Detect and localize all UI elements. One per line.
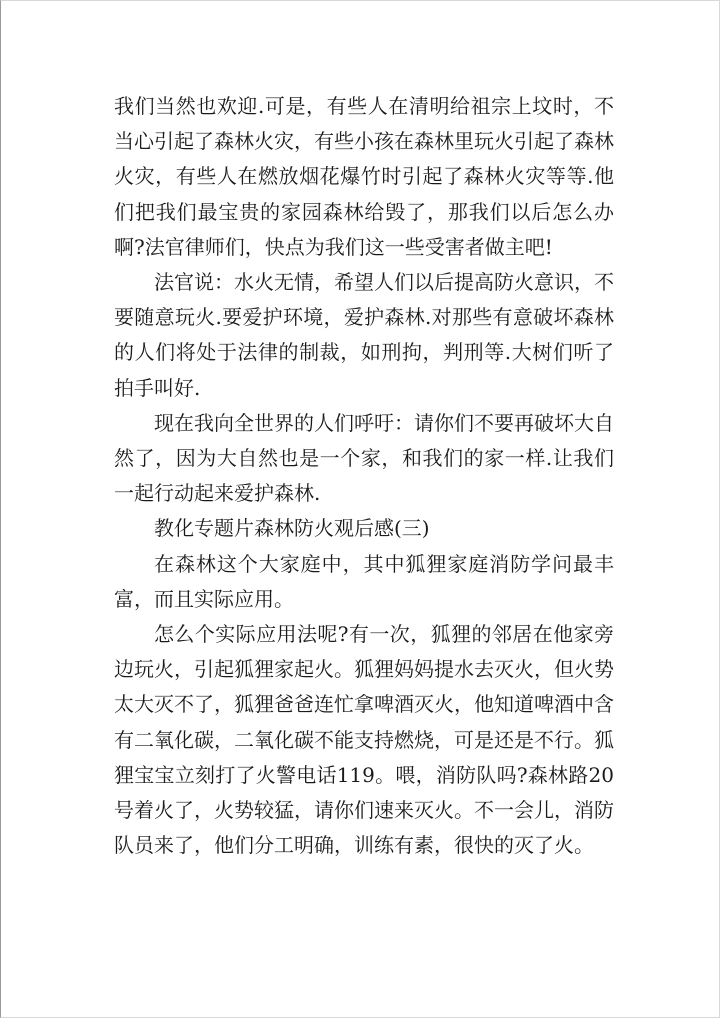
paragraph-continued: 我们当然也欢迎.可是，有些人在清明给祖宗上坟时，不当心引起了森林火灾，有些小孩在森林里玩火引起了森林火灾，有些人在燃放烟花爆竹时引起了森林火灾等等.他们把我们最宝贵的家园森林给毁了，那我们以后怎么办啊?法官律师们，快点为我们这一些受害者做主吧! [114,94,614,259]
document-body [114,89,614,863]
paragraph-judge-statement: 法官说：水火无情，希望人们以后提高防火意识，不要随意玩火.要爱护环境，爱护森林.对那些有意破坏森林的人们将处于法律的制裁，如刑拘，判刑等.大树们听了拍手叫好. [114,270,614,400]
paragraph-appeal: 现在我向全世界的人们呼吁：请你们不要再破坏大自然了，因为大自然也是一个家，和我们的家一样.让我们一起行动起来爱护森林. [114,410,614,506]
section-heading: 教化专题片森林防火观后感(三) [154,516,430,541]
paragraph-fire-story: 怎么个实际应用法呢?有一次，狐狸的邻居在他家旁边玩火，引起狐狸家起火。狐狸妈妈提水去灭火，但火势太大灭不了，狐狸爸爸连忙拿啤酒灭火，他知道啤酒中含有二氧化碳，二氧化碳不能支持燃烧，可是还是不行。狐狸宝宝立刻打了火警电话119。喂，消防队吗?森林路20号着火了，火势较猛，请你们速来灭火。不一会儿，消防队员来了，他们分工明确，训练有素，很快的灭了火。 [114,622,614,858]
paragraph-fox-family: 在森林这个大家庭中，其中狐狸家庭消防学问最丰富，而且实际应用。 [114,551,614,611]
